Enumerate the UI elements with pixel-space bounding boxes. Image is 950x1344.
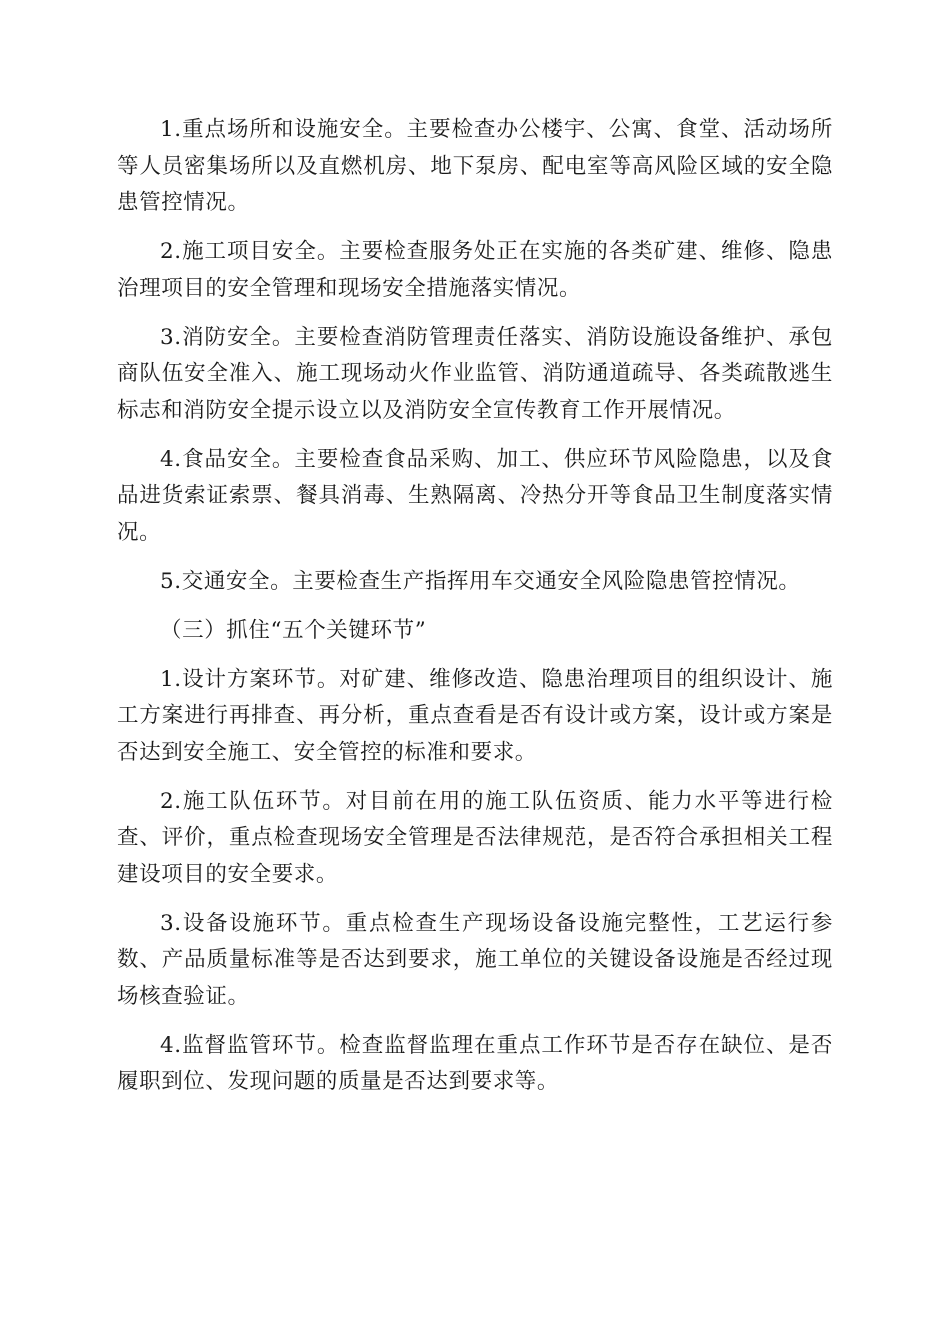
paragraph-key-facilities-safety: 1.重点场所和设施安全。主要检查办公楼宇、公寓、食堂、活动场所等人员密集场所以及直燃机房、地下泵房、配电室等高风险区域的安全隐患管控情况。 [117, 117, 833, 215]
paragraph-traffic-safety: 5.交通安全。主要检查生产指挥用车交通安全风险隐患管控情况。 [160, 568, 801, 594]
paragraph-design-plan-stage: 1.设计方案环节。对矿建、维修改造、隐患治理项目的组织设计、施工方案进行再排查、再分析，重点查看是否有设计或方案，设计或方案是否达到安全施工、安全管控的标准和要求。 [117, 666, 833, 765]
paragraph-construction-team-stage: 2.施工队伍环节。对目前在用的施工队伍资质、能力水平等进行检查、评价，重点检查现场安全管理是否法律规范，是否符合承担相关工程建设项目的安全要求。 [117, 788, 833, 887]
section-heading: （三）抓住“五个关键环节” [160, 617, 427, 643]
paragraph-fire-safety: 3.消防安全。主要检查消防管理责任落实、消防设施设备维护、承包商队伍安全准入、施工现场动火作业监管、消防通道疏导、各类疏散逃生标志和消防安全提示设立以及消防安全宣传教育工作开展情况。 [117, 324, 833, 423]
paragraph-food-safety: 4.食品安全。主要检查食品采购、加工、供应环节风险隐患，以及食品进货索证索票、餐具消毒、生熟隔离、冷热分开等食品卫生制度落实情况。 [117, 446, 833, 545]
document-body [117, 112, 833, 1113]
paragraph-supervision-stage: 4.监督监管环节。检查监督监理在重点工作环节是否存在缺位、是否履职到位、发现问题的质量是否达到要求等。 [117, 1032, 833, 1094]
paragraph-equipment-facilities-stage: 3.设备设施环节。重点检查生产现场设备设施完整性，工艺运行参数、产品质量标准等是否达到要求，施工单位的关键设备设施是否经过现场核查验证。 [117, 910, 833, 1009]
paragraph-construction-project-safety: 2.施工项目安全。主要检查服务处正在实施的各类矿建、维修、隐患治理项目的安全管理和现场安全措施落实情况。 [117, 239, 833, 301]
